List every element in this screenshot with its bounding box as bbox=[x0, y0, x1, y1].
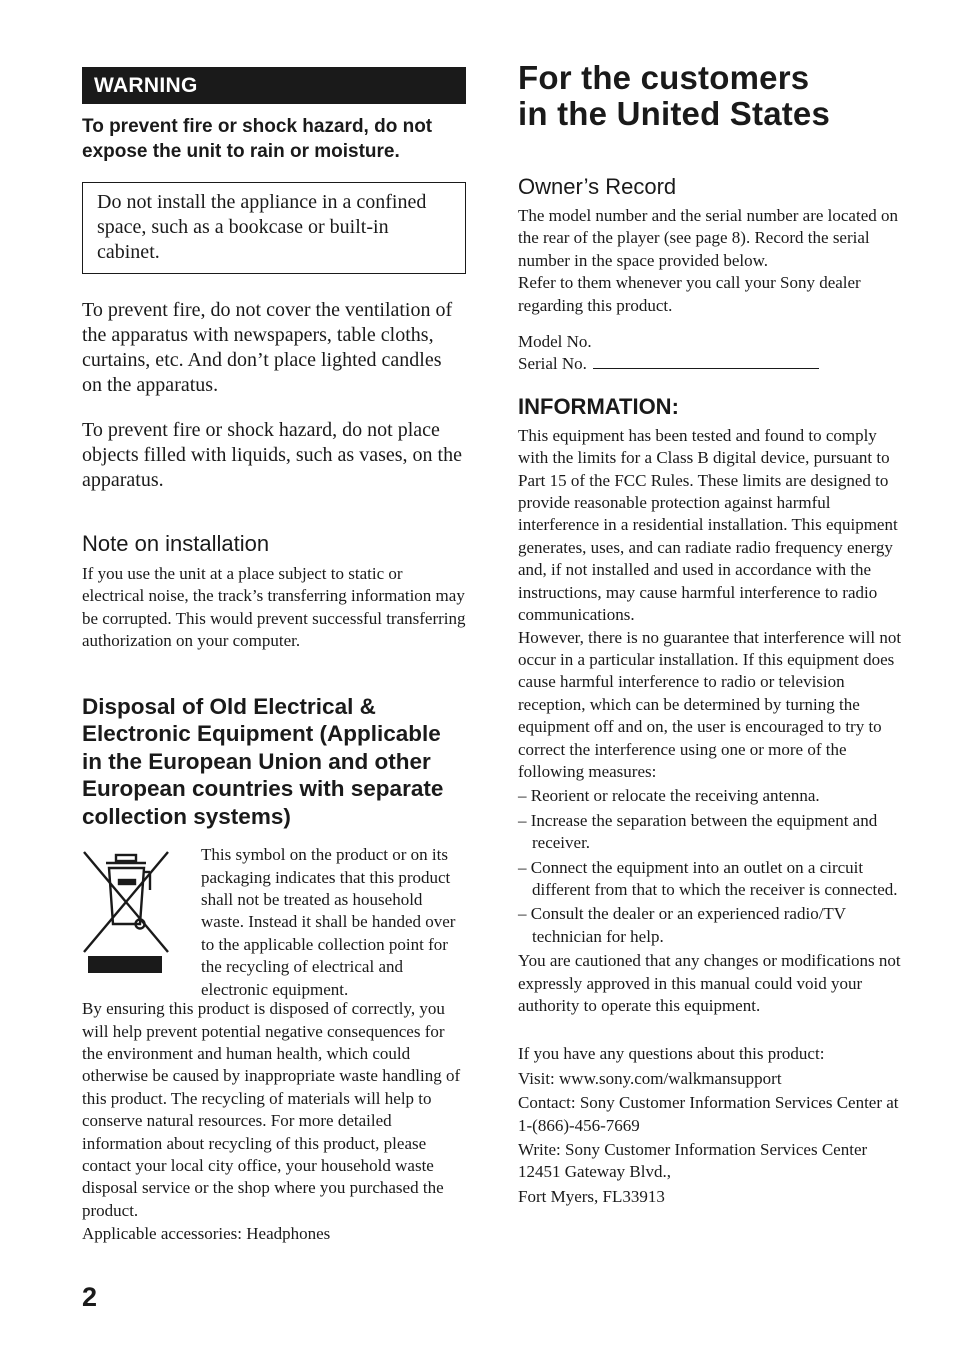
serial-number-blank bbox=[593, 353, 819, 369]
questions-line: If you have any questions about this product: bbox=[518, 1044, 825, 1064]
list-item: – Increase the separation between the equipment and receiver. bbox=[518, 810, 878, 853]
visit-line: Visit: www.sony.com/walkmansupport bbox=[518, 1068, 782, 1088]
confined-space-notice: Do not install the appliance in a confined space, such as a bookcase or built-in cabinet. bbox=[82, 182, 466, 274]
warning-statement: To prevent fire or shock hazard, do not expose the unit to rain or moisture. bbox=[82, 116, 433, 162]
owners-record-paragraph-2: Refer to them whenever you call your Sony dealer regarding this product. bbox=[518, 273, 861, 315]
information-heading: INFORMATION: bbox=[518, 393, 679, 419]
caution-paragraph: You are cautioned that any changes or modifications not expressly approved in this manual could void your authority to operate this equipment. bbox=[518, 951, 901, 1015]
measures-list bbox=[518, 785, 910, 948]
page-title bbox=[518, 60, 910, 132]
list-item: – Consult the dealer or an experienced radio/TV technician for help. bbox=[518, 904, 846, 946]
left-column bbox=[82, 67, 466, 1246]
ventilation-paragraph: To prevent fire, do not cover the ventilation of the apparatus with newspapers, table cloths, curtains, etc. And don’t place lighted candles on the apparatus. bbox=[82, 299, 453, 396]
disposal-symbol-paragraph: This symbol on the product or on its packaging indicates that this product shall not be treated as household waste. Instead it shall be handed over to the applicable collection point for the recycling of electrical and electronic equipment. bbox=[201, 845, 456, 999]
page-number: 2 bbox=[82, 1282, 98, 1312]
list-item: – Connect the equipment into an outlet on a circuit different from that to which the receiver is connected. bbox=[518, 857, 898, 899]
interference-paragraph: However, there is no guarantee that interference will not occur in a particular installation. If this equipment does cause harmful interference to radio or television reception, which can be determined by turning the equipment off and on, the user is encouraged to try to correct the interference using one or more of the following measures: bbox=[518, 627, 902, 781]
serial-number-label: Serial No. bbox=[518, 354, 587, 374]
owners-record-heading: Owner’s Record bbox=[518, 174, 677, 199]
disposal-symbol-block bbox=[82, 845, 466, 1002]
accessories-note: Applicable accessories: Headphones bbox=[82, 1224, 331, 1244]
contact-line: Contact: Sony Customer Information Services Center at 1-(866)-456-7669 bbox=[518, 1093, 899, 1135]
right-column bbox=[518, 60, 910, 1208]
write-line: Write: Sony Customer Information Services Center 12451 Gateway Blvd., bbox=[518, 1140, 868, 1182]
owners-record-paragraph: The model number and the serial number are located on the rear of the player (see page 8). Record the serial number in the space provided below. bbox=[518, 206, 898, 270]
crossed-out-wheelie-bin-icon bbox=[82, 850, 172, 974]
disposal-paragraph: By ensuring this product is disposed of correctly, you will help prevent potential negative consequences for the environment and human health, which could otherwise be caused by inappropriate waste handling of this product. The recycling of materials will help to conserve natural resources. For more detailed information about recycling of this product, please contact your local city office, your household waste disposal service or the shop where you purchased the product. bbox=[82, 999, 461, 1220]
installation-paragraph: If you use the unit at a place subject to static or electrical noise, the track’s transferring information may be corrupted. This would prevent successful transferring authorization on your computer. bbox=[82, 564, 466, 651]
list-item: – Reorient or relocate the receiving antenna. bbox=[518, 786, 820, 806]
model-number-label: Model No. bbox=[518, 332, 592, 352]
installation-heading: Note on installation bbox=[82, 531, 270, 556]
disposal-heading: Disposal of Old Electrical & Electronic Equipment (Applicable in the European Union and other European countries with separate collection systems) bbox=[82, 693, 444, 829]
serial-number-line bbox=[518, 353, 910, 375]
city-line: Fort Myers, FL33913 bbox=[518, 1186, 665, 1206]
fcc-compliance-paragraph: This equipment has been tested and found to comply with the limits for a Class B digital device, pursuant to Part 15 of the FCC Rules. These limits are designed to provide reasonable protection against harmful interference in a residential installation. This equipment generates, uses, and can radiate radio frequency energy and, if not installed and used in accordance with the instructions, may cause harmful interference to radio communications. bbox=[518, 425, 898, 625]
title-line-2: in the United States bbox=[518, 95, 831, 132]
title-line-1: For the customers bbox=[518, 59, 810, 96]
liquids-paragraph: To prevent fire or shock hazard, do not place objects filled with liquids, such as vases, on the apparatus. bbox=[82, 419, 462, 491]
warning-heading: WARNING bbox=[82, 67, 466, 104]
